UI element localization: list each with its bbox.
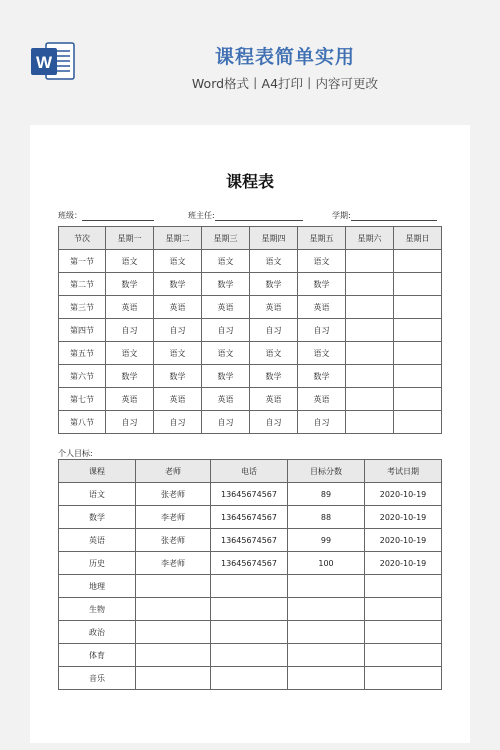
document-page xyxy=(30,125,470,743)
table-cell[interactable] xyxy=(288,575,365,598)
table-cell[interactable]: 自习 xyxy=(250,319,298,342)
class-field xyxy=(58,210,154,221)
table-cell[interactable]: 政治 xyxy=(59,621,136,644)
table-cell[interactable] xyxy=(288,667,365,690)
schedule-header-cell: 节次 xyxy=(59,227,106,250)
goals-label: 个人目标: xyxy=(58,449,93,458)
table-cell[interactable] xyxy=(346,273,394,296)
table-cell[interactable] xyxy=(365,667,442,690)
teacher-field xyxy=(188,210,303,221)
table-cell[interactable]: 生物 xyxy=(59,598,136,621)
table-cell[interactable] xyxy=(394,411,442,434)
table-row xyxy=(59,644,442,667)
table-cell[interactable]: 自习 xyxy=(250,411,298,434)
table-cell[interactable]: 语文 xyxy=(106,250,154,273)
table-cell[interactable]: 数学 xyxy=(59,506,136,529)
table-cell[interactable]: 数学 xyxy=(106,273,154,296)
table-cell[interactable]: 100 xyxy=(288,552,365,575)
table-row xyxy=(59,411,442,434)
table-row xyxy=(59,483,442,506)
table-cell[interactable]: 音乐 xyxy=(59,667,136,690)
table-row xyxy=(59,667,442,690)
table-cell[interactable]: 历史 xyxy=(59,552,136,575)
table-cell[interactable]: 张老师 xyxy=(136,529,211,552)
table-cell[interactable] xyxy=(136,644,211,667)
table-cell[interactable]: 英语 xyxy=(202,388,250,411)
table-cell[interactable] xyxy=(288,598,365,621)
table-cell[interactable] xyxy=(365,644,442,667)
table-row xyxy=(59,273,442,296)
header xyxy=(0,0,500,120)
table-cell[interactable]: 数学 xyxy=(298,273,346,296)
goals-table xyxy=(58,459,442,690)
page-subtitle: Word格式丨A4打印丨内容可更改 xyxy=(191,76,379,91)
table-cell[interactable] xyxy=(365,598,442,621)
table-cell[interactable]: 张老师 xyxy=(136,483,211,506)
table-cell[interactable]: 13645674567 xyxy=(211,552,288,575)
schedule-table xyxy=(58,226,442,434)
table-cell[interactable]: 地理 xyxy=(59,575,136,598)
goals-header-cell: 考试日期 xyxy=(365,460,442,483)
table-cell[interactable]: 13645674567 xyxy=(211,529,288,552)
teacher-label: 班主任: xyxy=(188,211,215,220)
table-cell[interactable] xyxy=(394,319,442,342)
table-cell[interactable]: 数学 xyxy=(154,273,202,296)
table-row xyxy=(59,575,442,598)
table-cell[interactable]: 语文 xyxy=(250,342,298,365)
table-cell[interactable]: 自习 xyxy=(202,319,250,342)
table-cell[interactable] xyxy=(346,319,394,342)
table-cell[interactable]: 2020-10-19 xyxy=(365,529,442,552)
schedule-header-cell: 星期五 xyxy=(298,227,346,250)
table-cell[interactable]: 2020-10-19 xyxy=(365,483,442,506)
table-cell[interactable]: 自习 xyxy=(202,411,250,434)
table-cell[interactable]: 英语 xyxy=(250,388,298,411)
table-cell[interactable] xyxy=(211,575,288,598)
table-cell[interactable] xyxy=(136,667,211,690)
table-cell[interactable] xyxy=(288,621,365,644)
table-cell[interactable] xyxy=(346,388,394,411)
table-cell[interactable] xyxy=(136,575,211,598)
table-cell[interactable]: 13645674567 xyxy=(211,483,288,506)
table-cell[interactable]: 第三节 xyxy=(59,296,106,319)
table-row xyxy=(59,529,442,552)
term-field xyxy=(332,210,437,221)
goals-header-row xyxy=(59,460,442,483)
table-cell[interactable]: 数学 xyxy=(154,365,202,388)
table-cell[interactable]: 语文 xyxy=(202,250,250,273)
table-cell[interactable] xyxy=(346,365,394,388)
table-cell[interactable]: 语文 xyxy=(250,250,298,273)
table-cell[interactable]: 第二节 xyxy=(59,273,106,296)
schedule-header-row xyxy=(59,227,442,250)
table-cell[interactable]: 语文 xyxy=(154,342,202,365)
table-cell[interactable]: 语文 xyxy=(298,342,346,365)
table-cell[interactable]: 88 xyxy=(288,506,365,529)
table-cell[interactable]: 自习 xyxy=(298,319,346,342)
table-row xyxy=(59,250,442,273)
table-cell[interactable] xyxy=(394,365,442,388)
goals-header-cell: 电话 xyxy=(211,460,288,483)
table-cell[interactable]: 自习 xyxy=(154,319,202,342)
table-cell[interactable] xyxy=(394,342,442,365)
schedule-header-cell: 星期四 xyxy=(250,227,298,250)
table-cell[interactable]: 数学 xyxy=(202,273,250,296)
table-cell[interactable]: 自习 xyxy=(106,319,154,342)
teacher-blank[interactable] xyxy=(215,211,303,221)
table-cell[interactable]: 李老师 xyxy=(136,552,211,575)
class-label: 班级： xyxy=(58,211,82,220)
table-cell[interactable]: 自习 xyxy=(154,411,202,434)
table-cell[interactable] xyxy=(346,411,394,434)
table-cell[interactable]: 13645674567 xyxy=(211,506,288,529)
schedule-header-cell: 星期六 xyxy=(346,227,394,250)
table-cell[interactable]: 英语 xyxy=(106,296,154,319)
table-cell[interactable] xyxy=(211,667,288,690)
table-row xyxy=(59,296,442,319)
table-cell[interactable]: 自习 xyxy=(298,411,346,434)
table-cell[interactable]: 语文 xyxy=(59,483,136,506)
page-title: 课程表简单实用 xyxy=(214,46,355,68)
table-cell[interactable]: 第四节 xyxy=(59,319,106,342)
table-cell[interactable]: 第八节 xyxy=(59,411,106,434)
table-cell[interactable]: 数学 xyxy=(298,365,346,388)
table-cell[interactable] xyxy=(365,621,442,644)
table-row xyxy=(59,388,442,411)
table-cell[interactable]: 第七节 xyxy=(59,388,106,411)
table-cell[interactable] xyxy=(365,575,442,598)
table-row xyxy=(59,598,442,621)
table-cell[interactable]: 李老师 xyxy=(136,506,211,529)
goals-header-cell: 老师 xyxy=(136,460,211,483)
table-row xyxy=(59,621,442,644)
table-cell[interactable]: 英语 xyxy=(202,296,250,319)
table-cell[interactable]: 英语 xyxy=(298,388,346,411)
table-cell[interactable] xyxy=(211,644,288,667)
table-cell[interactable]: 语文 xyxy=(202,342,250,365)
table-cell[interactable]: 2020-10-19 xyxy=(365,552,442,575)
table-row xyxy=(59,552,442,575)
table-cell[interactable]: 89 xyxy=(288,483,365,506)
table-cell[interactable] xyxy=(394,273,442,296)
class-blank[interactable] xyxy=(82,211,154,221)
table-cell[interactable]: 语文 xyxy=(154,250,202,273)
table-cell[interactable]: 语文 xyxy=(298,250,346,273)
table-cell[interactable] xyxy=(288,644,365,667)
word-logo-letter: W xyxy=(35,53,53,72)
schedule-header-cell: 星期日 xyxy=(394,227,442,250)
table-cell[interactable]: 数学 xyxy=(106,365,154,388)
table-cell[interactable] xyxy=(211,598,288,621)
table-cell[interactable]: 英语 xyxy=(59,529,136,552)
table-cell[interactable]: 数学 xyxy=(250,365,298,388)
table-cell[interactable]: 英语 xyxy=(298,296,346,319)
document-title: 课程表 xyxy=(225,172,274,191)
table-cell[interactable]: 第五节 xyxy=(59,342,106,365)
table-cell[interactable] xyxy=(211,621,288,644)
table-cell[interactable] xyxy=(346,250,394,273)
term-blank[interactable] xyxy=(351,211,437,221)
table-cell[interactable]: 体育 xyxy=(59,644,136,667)
schedule-header-cell: 星期二 xyxy=(154,227,202,250)
table-row xyxy=(59,342,442,365)
table-cell[interactable] xyxy=(394,388,442,411)
table-cell[interactable]: 第六节 xyxy=(59,365,106,388)
schedule-header-cell: 星期三 xyxy=(202,227,250,250)
table-row xyxy=(59,319,442,342)
table-row xyxy=(59,365,442,388)
table-cell[interactable]: 英语 xyxy=(154,388,202,411)
table-cell[interactable]: 99 xyxy=(288,529,365,552)
table-cell[interactable] xyxy=(136,598,211,621)
table-cell[interactable]: 数学 xyxy=(202,365,250,388)
table-cell[interactable]: 英语 xyxy=(106,388,154,411)
table-cell[interactable] xyxy=(346,296,394,319)
table-cell[interactable] xyxy=(394,296,442,319)
table-cell[interactable]: 语文 xyxy=(106,342,154,365)
table-cell[interactable] xyxy=(136,621,211,644)
table-cell[interactable]: 英语 xyxy=(154,296,202,319)
word-icon xyxy=(30,40,76,82)
table-cell[interactable]: 2020-10-19 xyxy=(365,506,442,529)
schedule-header-cell: 星期一 xyxy=(106,227,154,250)
table-cell[interactable]: 数学 xyxy=(250,273,298,296)
term-label: 学期: xyxy=(332,211,351,220)
table-row xyxy=(59,506,442,529)
table-cell[interactable] xyxy=(346,342,394,365)
goals-header-cell: 目标分数 xyxy=(288,460,365,483)
table-cell[interactable]: 英语 xyxy=(250,296,298,319)
table-cell[interactable] xyxy=(394,250,442,273)
table-cell[interactable]: 自习 xyxy=(106,411,154,434)
table-cell[interactable]: 第一节 xyxy=(59,250,106,273)
goals-header-cell: 课程 xyxy=(59,460,136,483)
